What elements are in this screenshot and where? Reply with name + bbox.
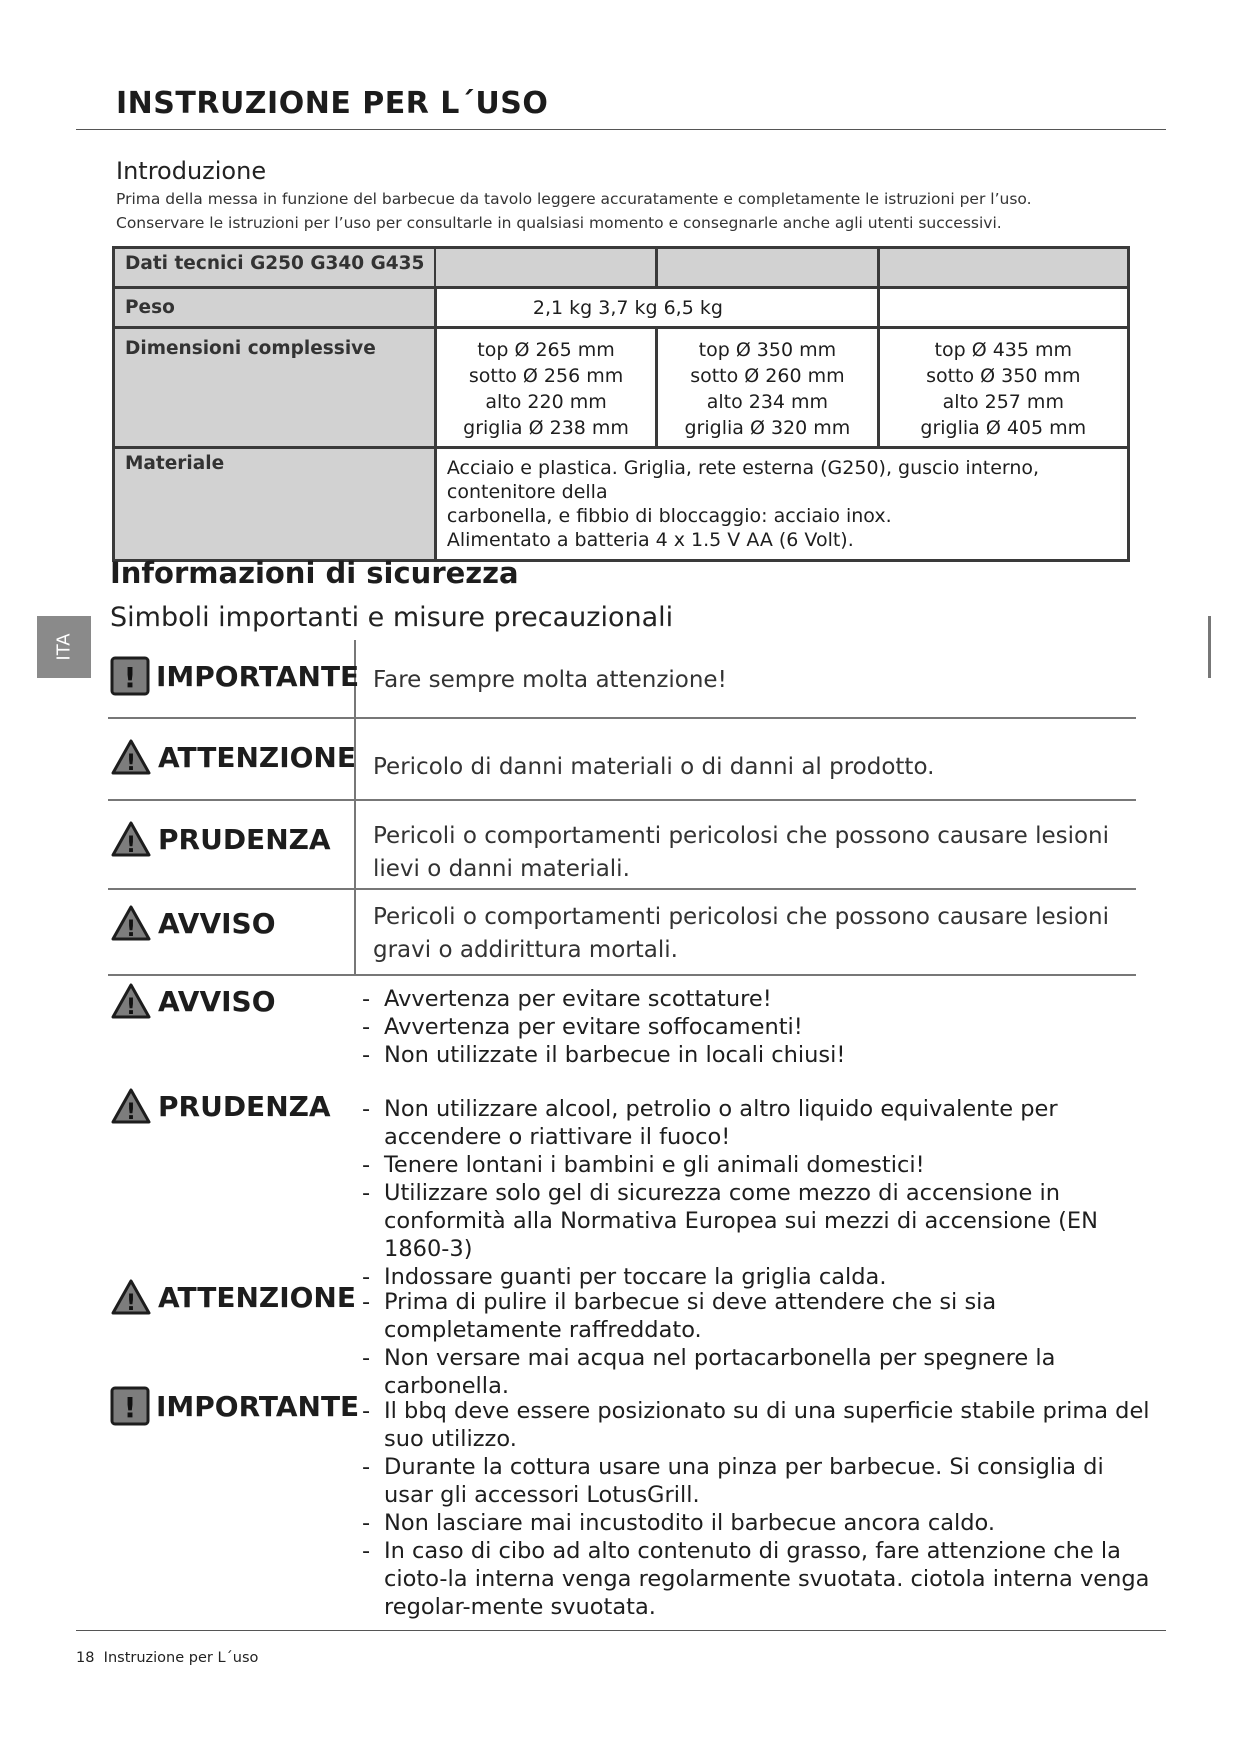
list-item: - In caso di cibo ad alto contenuto di grasso, fare attenzione che la cioto-la interna venga regolarmente svuotata. ciotola interna venga regolar-mente svuotata.	[362, 1537, 1152, 1621]
warning-label: AVVISO	[158, 984, 276, 1018]
mat-cell	[435, 448, 1128, 561]
peso-value: 2,1 kg 3,7 kg 6,5 kg	[532, 296, 723, 319]
dim-cell-g340	[657, 328, 878, 448]
warning-label: ATTENZIONE	[158, 1280, 356, 1314]
exclamation-box-icon	[110, 1386, 150, 1426]
list-item: - Non utilizzate il barbecue in locali chiusi!	[362, 1041, 1152, 1069]
dim-sotto: sotto Ø 256 mm	[468, 365, 624, 387]
warning-prudenza-list	[362, 1095, 1152, 1291]
symbol-rule	[108, 717, 1136, 719]
peso-value-cell	[435, 288, 878, 328]
warning-importante-list	[362, 1397, 1152, 1621]
symbol-importante	[110, 656, 359, 696]
list-item: - Tenere lontani i bambini e gli animali domestici!	[362, 1151, 1152, 1179]
intro-line-2: Conservare le istruzioni per l’uso per consultarle in qualsiasi momento e consegnarle anche agli utenti successivi.	[116, 214, 1002, 232]
mat-label: Materiale	[114, 448, 436, 561]
page-number: 18	[76, 1650, 95, 1666]
dim-griglia: griglia Ø 238 mm	[463, 417, 629, 439]
safety-subheading: Simboli importanti e misure precauzionali	[110, 602, 674, 633]
symbol-rule	[108, 888, 1136, 890]
peso-empty	[878, 288, 1128, 328]
list-item: - Indossare guanti per toccare la griglia calda.	[362, 1263, 1152, 1291]
dim-top: top Ø 265 mm	[477, 339, 615, 361]
page-title: INSTRUZIONE PER L´USO	[116, 86, 549, 121]
dim-top: top Ø 435 mm	[934, 339, 1073, 361]
footer-rule	[76, 1630, 1166, 1631]
symbol-prudenza-text: Pericoli o comportamenti pericolosi che possono causare lesioni lievi o danni materiali.	[373, 823, 1110, 882]
spec-table	[112, 246, 1130, 562]
spec-header: Dati tecnici G250 G340 G435	[125, 253, 425, 274]
dim-sotto: sotto Ø 350 mm	[926, 365, 1081, 387]
dim-griglia: griglia Ø 405 mm	[920, 417, 1087, 439]
list-item: - Prima di pulire il barbecue si deve attendere che si sia completamente raffreddato.	[362, 1288, 1152, 1344]
dim-top: top Ø 350 mm	[698, 339, 837, 361]
dim-alto: alto 220 mm	[485, 391, 607, 413]
svg-text:!: !	[125, 1100, 137, 1125]
symbol-rule	[108, 974, 1136, 976]
dim-cell-g435	[878, 328, 1128, 448]
list-item: - Avvertenza per evitare soffocamenti!	[362, 1013, 1152, 1041]
symbol-attenzione	[110, 738, 356, 776]
symbol-prudenza	[110, 820, 331, 858]
mat-line: Alimentato a batteria 4 x 1.5 V AA (6 Volt).	[446, 529, 854, 551]
warning-triangle-icon	[110, 820, 152, 858]
warning-attenzione	[110, 1278, 356, 1316]
language-tab-label: ITA	[53, 633, 75, 661]
list-item: - Utilizzare solo gel di sicurezza come mezzo di accensione in conformità alla Normativa Europea sui mezzi di accensione (EN 1860-3)	[362, 1179, 1152, 1263]
list-item: - Non versare mai acqua nel portacarbonella per spegnere la carbonella.	[362, 1344, 1152, 1400]
symbol-importante-text: Fare sempre molta attenzione!	[373, 667, 727, 693]
warning-importante	[110, 1386, 359, 1426]
spec-header-empty-1	[435, 248, 656, 288]
mat-line: carbonella, e fibbio di bloccaggio: acciaio inox.	[446, 505, 892, 527]
symbol-label: IMPORTANTE	[156, 659, 360, 693]
svg-text:!: !	[123, 1391, 137, 1424]
list-item: - Non utilizzare alcool, petrolio o altro liquido equivalente per accendere o riattivare il fuoco!	[362, 1095, 1152, 1151]
svg-text:!: !	[123, 661, 137, 694]
warning-attenzione-list	[362, 1288, 1152, 1400]
list-item: - Durante la cottura usare una pinza per barbecue. Si consiglia di usar gli accessori LotusGrill.	[362, 1453, 1152, 1509]
symbol-attenzione-text: Pericolo di danni materiali o di danni al prodotto.	[373, 754, 935, 780]
list-item: - Il bbq deve essere posizionato su di una superficie stabile prima del suo utilizzo.	[362, 1397, 1152, 1453]
list-item: - Non lasciare mai incustodito il barbecue ancora caldo.	[362, 1509, 1152, 1537]
warning-avviso	[110, 982, 276, 1020]
dim-label: Dimensioni complessive	[114, 328, 436, 448]
dim-alto: alto 234 mm	[706, 391, 829, 413]
svg-text:!: !	[125, 833, 137, 858]
warning-triangle-icon	[110, 738, 152, 776]
peso-label: Peso	[114, 288, 436, 328]
warning-avviso-list	[362, 985, 1152, 1069]
footer-title: Instruzione per L´uso	[103, 1650, 259, 1666]
header-rule	[76, 129, 1166, 130]
warning-triangle-icon	[110, 1278, 152, 1316]
intro-line-1: Prima della messa in funzione del barbecue da tavolo leggere accuratamente e completamente le istruzioni per l’uso.	[116, 190, 1032, 208]
symbol-avviso	[110, 904, 276, 942]
symbol-label: AVVISO	[158, 906, 276, 940]
symbol-label: PRUDENZA	[158, 822, 331, 856]
spec-header-cell	[114, 248, 436, 288]
list-item: - Avvertenza per evitare scottature!	[362, 985, 1152, 1013]
dim-sotto: sotto Ø 260 mm	[690, 365, 845, 387]
svg-text:!: !	[125, 751, 137, 776]
dim-alto: alto 257 mm	[942, 391, 1064, 413]
warning-triangle-icon	[110, 904, 152, 942]
warning-prudenza	[110, 1087, 331, 1125]
symbol-avviso-text: Pericoli o comportamenti pericolosi che possono causare lesioni gravi o addirittura mortali.	[373, 904, 1110, 963]
language-tab	[37, 616, 91, 678]
warning-label: PRUDENZA	[158, 1089, 331, 1123]
warning-label: IMPORTANTE	[156, 1389, 360, 1423]
svg-text:!: !	[125, 1291, 137, 1316]
spec-header-empty-2	[657, 248, 878, 288]
mat-line: Acciaio e plastica. Griglia, rete esterna (G250), guscio interno, contenitore della	[446, 457, 1040, 503]
symbol-rule	[108, 799, 1136, 801]
warning-triangle-icon	[110, 1087, 152, 1125]
exclamation-box-icon	[110, 656, 150, 696]
margin-mark	[1208, 616, 1211, 678]
spec-header-empty-3	[878, 248, 1128, 288]
page-footer	[76, 1650, 258, 1666]
dim-griglia: griglia Ø 320 mm	[684, 417, 851, 439]
svg-text:!: !	[125, 995, 137, 1020]
dim-cell-g250	[435, 328, 656, 448]
warning-triangle-icon	[110, 982, 152, 1020]
svg-text:!: !	[125, 917, 137, 942]
safety-heading: Informazioni di sicurezza	[110, 556, 519, 590]
symbol-label: ATTENZIONE	[158, 740, 356, 774]
intro-heading: Introduzione	[116, 157, 267, 185]
